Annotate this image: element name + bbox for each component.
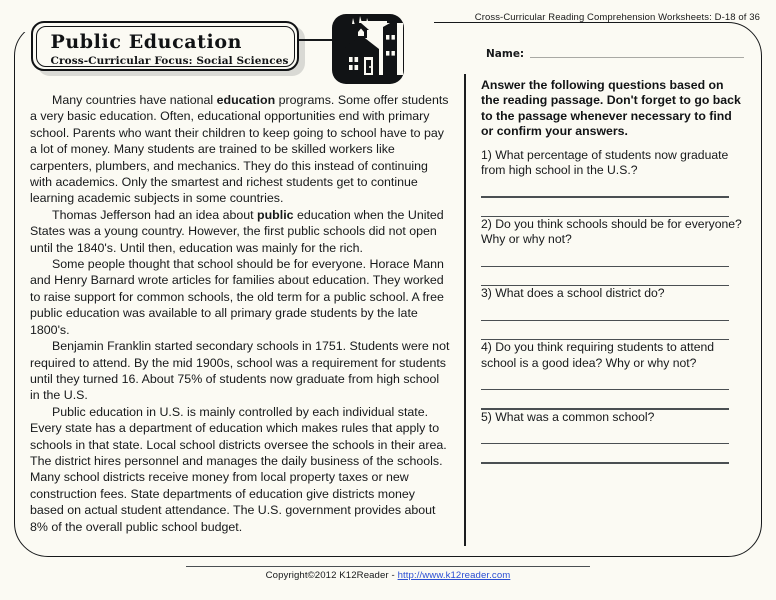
question-text bbox=[481, 286, 749, 306]
answer-line[interactable] bbox=[481, 196, 729, 197]
passage-paragraph bbox=[30, 404, 450, 535]
question-prompt: Do you think requiring students to attend school is a good idea? Why or why not? bbox=[481, 340, 715, 370]
answer-line[interactable] bbox=[481, 389, 729, 390]
questions-list bbox=[481, 148, 749, 464]
question-item bbox=[481, 410, 749, 464]
column-divider bbox=[464, 74, 466, 546]
question-number: 1) bbox=[481, 148, 492, 162]
footer-divider bbox=[186, 566, 590, 567]
answer-line[interactable] bbox=[481, 462, 729, 463]
passage-keyword: education bbox=[216, 93, 276, 107]
question-prompt: What was a common school? bbox=[491, 409, 655, 424]
question-prompt: What percentage of students now graduate from high school in the U.S.? bbox=[481, 148, 729, 178]
question-number: 3) bbox=[481, 286, 492, 301]
passage-text: Thomas Jefferson had an idea about bbox=[52, 207, 258, 222]
question-number: 4) bbox=[481, 340, 492, 355]
passage-keyword: public bbox=[257, 207, 294, 222]
passage-paragraph bbox=[30, 338, 450, 404]
copyright-text: Copyright©2012 K12Reader - bbox=[265, 570, 398, 581]
question-item bbox=[481, 340, 749, 409]
passage-paragraph bbox=[30, 92, 450, 207]
page-title: Public Education bbox=[50, 30, 243, 53]
passage-text: Many countries have national bbox=[52, 93, 217, 107]
worksheet-series-label: Cross-Curricular Reading Comprehension Worksheets: D-18 of 36 bbox=[474, 12, 760, 23]
schoolhouse-icon bbox=[331, 13, 405, 85]
title-card bbox=[31, 21, 299, 71]
passage-text: education when the United States was a young country. However, the first public schools did not open until the 1840's. Until then, education was mainly for the rich. bbox=[30, 207, 444, 255]
question-item bbox=[481, 217, 749, 286]
name-label: Name: bbox=[486, 48, 525, 60]
question-number: 2) bbox=[481, 217, 492, 232]
name-field-row bbox=[486, 48, 744, 60]
page-subtitle: Cross-Curricular Focus: Social Sciences bbox=[50, 55, 289, 68]
question-text bbox=[481, 410, 749, 430]
question-text bbox=[481, 148, 749, 183]
title-card-inner bbox=[36, 26, 295, 67]
reading-passage bbox=[30, 92, 450, 535]
answer-line[interactable] bbox=[481, 266, 729, 267]
question-text bbox=[481, 217, 749, 252]
title-icon-connector bbox=[299, 39, 333, 41]
question-text bbox=[481, 340, 749, 375]
question-item bbox=[481, 286, 749, 340]
footer bbox=[0, 570, 776, 581]
question-number: 5) bbox=[481, 409, 492, 424]
question-prompt: What does a school district do? bbox=[491, 286, 665, 301]
k12reader-link[interactable]: http://www.k12reader.com bbox=[397, 570, 511, 581]
instructions-text: Answer the following questions based on the reading passage. Don't forget to go back to the passage whenever necessary to find or confirm your answers. bbox=[481, 78, 741, 139]
passage-paragraph bbox=[30, 256, 450, 338]
answer-line[interactable] bbox=[481, 443, 729, 444]
name-input-line[interactable] bbox=[530, 57, 744, 58]
passage-text: Some people thought that school should be for everyone. Horace Mann and Henry Barnard wrote articles for families about education. They worked to raise support for common schools, the old term for a public school. A free public education was available to all primary grade students by the late 1800's. bbox=[30, 257, 444, 337]
passage-text: Benjamin Franklin started secondary schools in 1751. Students were not required to attend. By the mid 1900s, school was a requirement for students until they turned 16. About 75% of students now graduate from high school in the U.S. bbox=[30, 339, 450, 403]
answer-line[interactable] bbox=[481, 320, 729, 321]
passage-text: programs. Some offer students a very basic education. Often, educational opportunities end with primary school. Parents who want their children to keep going to school have to pay a lot of money. Many students are trained to be skilled workers like carpenters, plumbers, and mechanics. They do this instead of continuing with academics. Only the smartest and richest students get to continue learning academic subjects in some countries. bbox=[30, 93, 449, 206]
passage-text: Public education in U.S. is mainly controlled by each individual state. Every state has a department of education which makes rules that apply to schools in that state. Local school districts oversee the schools in their area. The district hires personnel and manages the daily business of the schools. Many school districts receive money from local property taxes or new construction fees. State departments of education give districts money based on actual student attendance. The U.S. government provides about 8% of the overall public school budget. bbox=[30, 404, 447, 534]
question-prompt: Do you think schools should be for everyone? Why or why not? bbox=[481, 217, 742, 247]
question-item bbox=[481, 148, 749, 217]
passage-paragraph bbox=[30, 207, 450, 256]
